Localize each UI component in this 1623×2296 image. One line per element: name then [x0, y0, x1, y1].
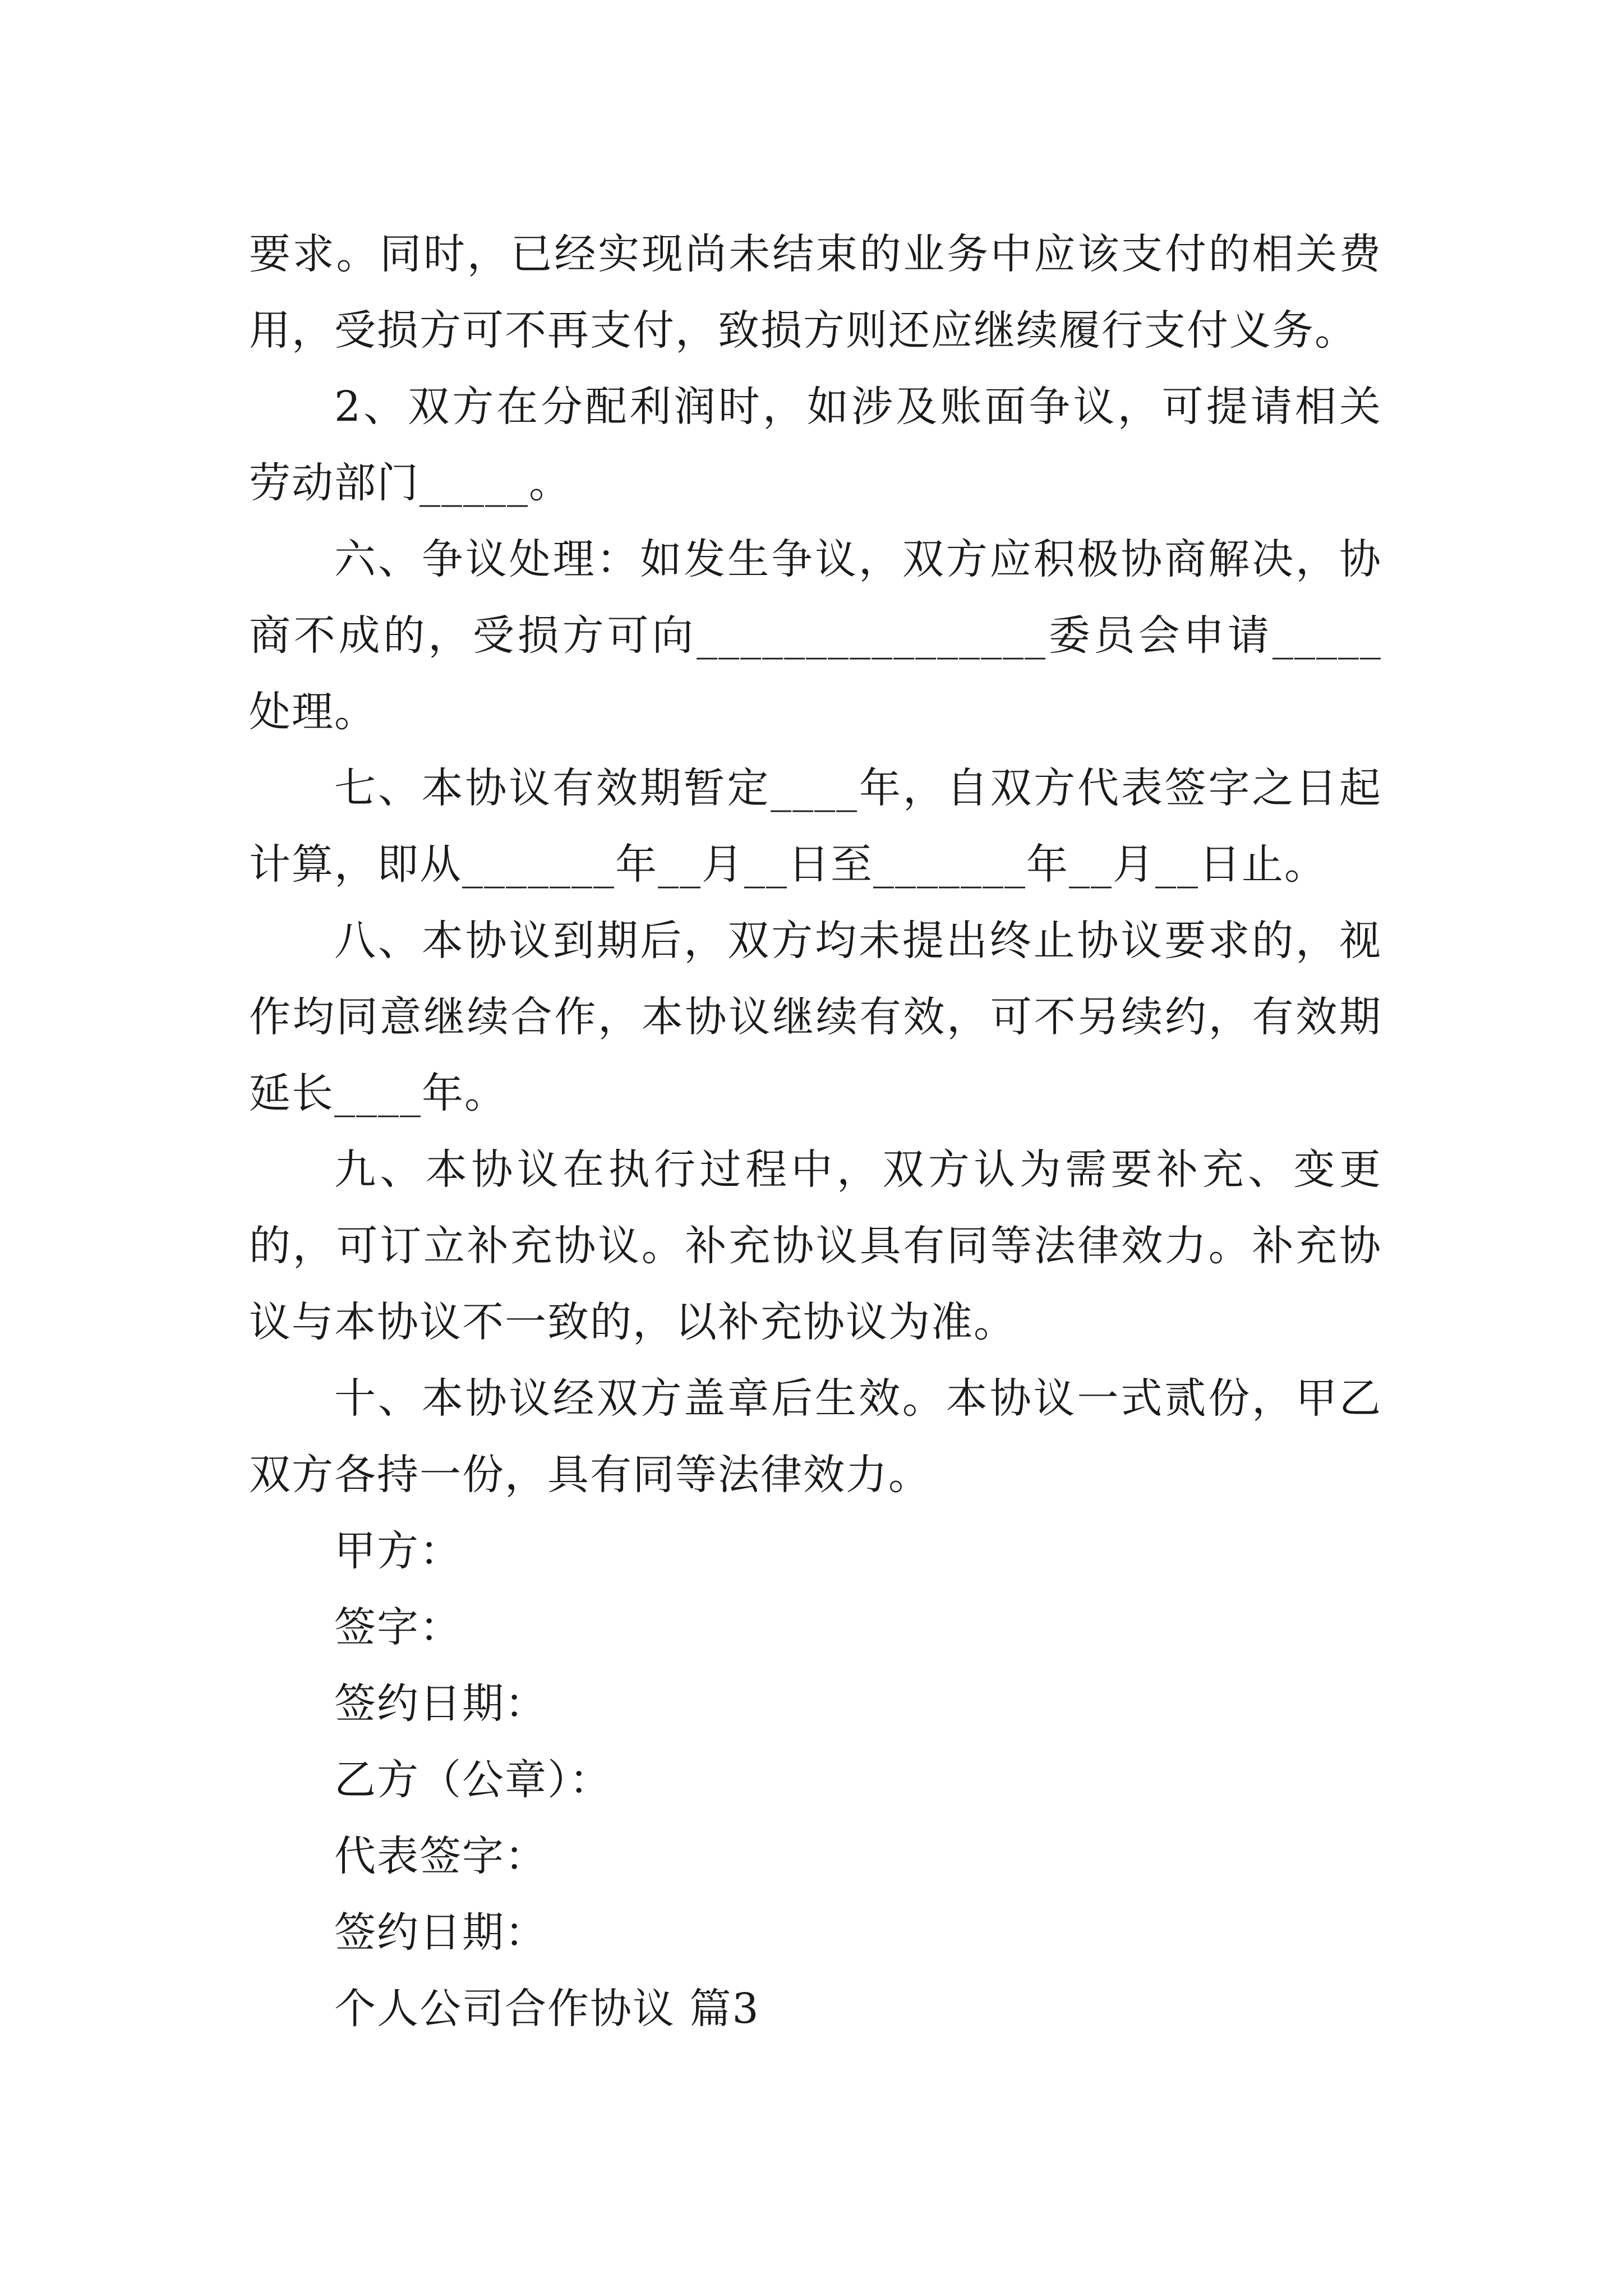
party-b-signature-label: 代表签字：	[334, 1832, 547, 1880]
paragraph-validity-period-clause: 七、本协议有效期暂定____年，自双方代表签字之日起计算，即从_______年__月__日至_______年__月__日止。	[249, 764, 1382, 889]
paragraph-continuation: 要求。同时，已经实现尚未结束的业务中应该支付的相关费用，受损方可不再支付，致损方则还应继续履行支付义务。	[249, 230, 1382, 355]
paragraph-effectiveness-clause: 十、本协议经双方盖章后生效。本协议一式贰份，甲乙双方各持一份，具有同等法律效力。	[249, 1374, 1382, 1499]
paragraph-renewal-clause: 八、本协议到期后，双方均未提出终止协议要求的，视作均同意继续合作，本协议继续有效，可不另续约，有效期延长____年。	[249, 917, 1382, 1117]
party-a-date-label: 签约日期：	[334, 1680, 547, 1728]
party-b-date-label: 签约日期：	[334, 1908, 547, 1957]
party-a-label: 甲方：	[334, 1527, 462, 1575]
party-a-signature-label: 签字：	[334, 1603, 462, 1651]
paragraph-profit-dispute-clause: 2、双方在分配利润时，如涉及账面争议，可提请相关劳动部门_____。	[249, 383, 1382, 507]
paragraph-supplement-clause: 九、本协议在执行过程中，双方认为需要补充、变更的，可订立补充协议。补充协议具有同等法律效力。补充协议与本协议不一致的，以补充协议为准。	[249, 1145, 1382, 1346]
paragraph-dispute-resolution-clause: 六、争议处理：如发生争议，双方应积极协商解决，协商不成的，受损方可向________________委员会申请_____处理。	[249, 535, 1382, 736]
document-body	[249, 216, 1382, 2047]
party-b-label: 乙方（公章）：	[334, 1756, 612, 1804]
section-heading: 个人公司合作协议 篇3	[334, 1985, 760, 2033]
